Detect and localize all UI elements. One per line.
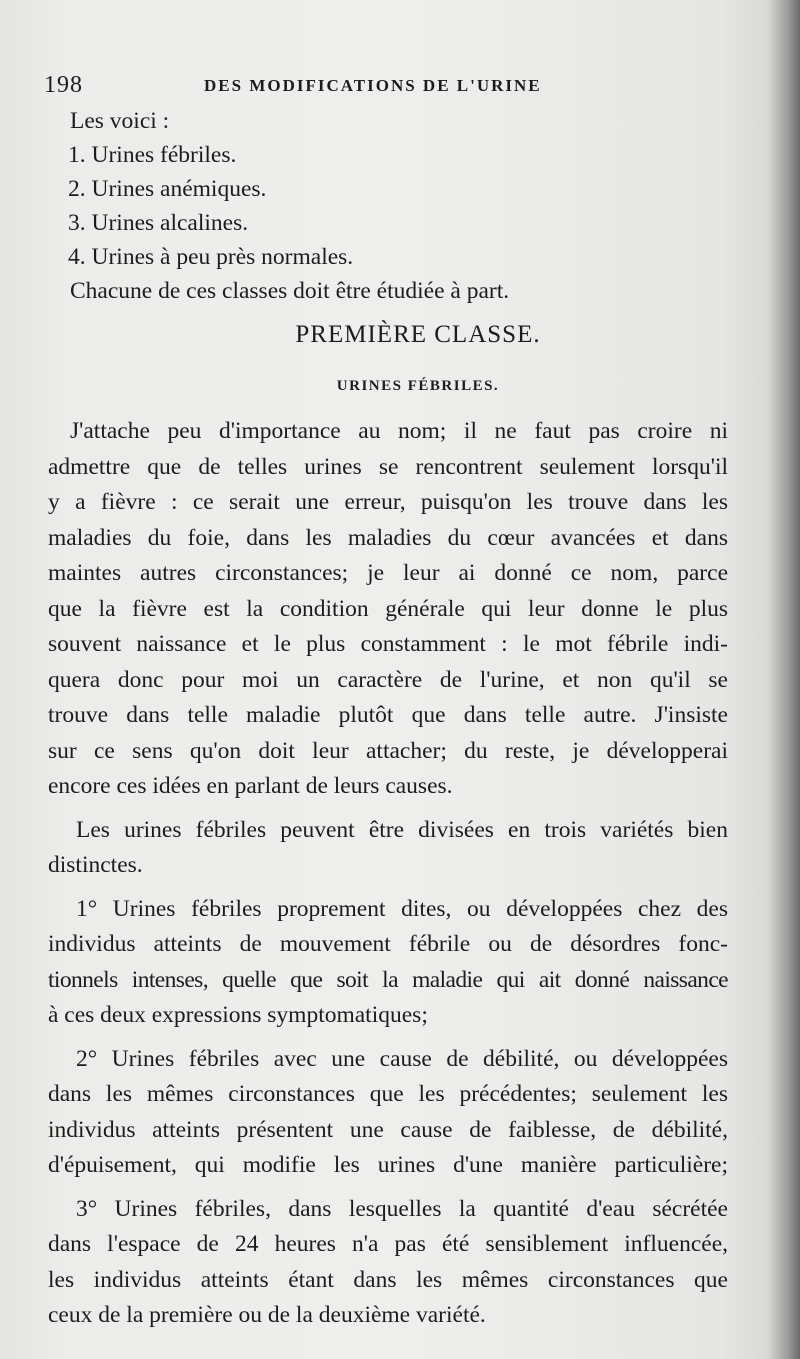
paragraph-line: distinctes. (48, 852, 143, 878)
intro-line: Les voici : (70, 108, 170, 134)
paragraph-line: 1° Urines fébriles proprement dites, ou développées chez des (76, 895, 728, 922)
page-number: 198 (44, 72, 83, 98)
paragraph-line: y a fièvre : ce serait une erreur, puisqu'on les trouve dans les (48, 489, 728, 515)
body-text (48, 104, 728, 1342)
paragraph-line: dans les mêmes circonstances que les précédentes; seulement les (48, 1081, 728, 1107)
paragraph-line: quera donc pour moi un caractère de l'urine, et non qu'il se (48, 666, 728, 693)
paragraph-line: encore ces idées en parlant de leurs causes. (48, 773, 453, 799)
paragraph-line: maladies du foie, dans les maladies du cœur avancées et dans (48, 524, 728, 551)
paragraph-line: d'épuisement, qui modifie les urines d'une manière particulière; (48, 1152, 728, 1178)
paragraph-line: souvent naissance et le plus constamment : le mot fébrile indi- (48, 631, 728, 657)
paragraph-line: admettre que de telles urines se rencontrent seulement lorsqu'il (48, 453, 728, 480)
paragraph-line: tionnels intenses, quelle que soit la maladie qui ait donné naissance (48, 966, 728, 993)
paragraph-line: ceux de la première ou de la deuxième variété. (48, 1302, 486, 1328)
paragraph-line: sur ce sens qu'on doit leur attacher; du reste, je développerai (48, 737, 728, 764)
section-subtitle: URINES FÉBRILES. (336, 378, 500, 394)
page-header (44, 70, 734, 104)
list-item: 4. Urines à peu près normales. (68, 244, 354, 270)
paragraph-line: que la fièvre est la condition générale qui leur donne le plus (48, 595, 728, 622)
paragraph-line: à ces deux expressions symptomatiques; (48, 1002, 428, 1028)
class-list (48, 138, 728, 274)
running-title: DES MODIFICATIONS DE L'URINE (204, 76, 542, 95)
list-item: 2. Urines anémiques. (68, 176, 267, 202)
section-title: PREMIÈRE CLASSE. (295, 321, 541, 348)
paragraph (48, 892, 728, 1034)
paragraph-line: 3° Urines fébriles, dans lesquelles la quantité d'eau sécrétée (76, 1195, 728, 1222)
paragraph (48, 414, 728, 805)
paragraph-line: J'attache peu d'importance au nom; il ne faut pas croire ni (70, 418, 728, 444)
paragraph (48, 813, 728, 884)
page-edge-shadow (768, 0, 800, 1359)
list-item: 3. Urines alcalines. (68, 210, 249, 236)
closing-line: Chacune de ces classes doit être étudiée à part. (70, 278, 510, 304)
paragraph-line: 2° Urines fébriles avec une cause de débilité, ou développées (76, 1045, 728, 1072)
paragraph (48, 1192, 728, 1334)
paragraph (48, 1042, 728, 1184)
paragraph-line: Les urines fébriles peuvent être divisées en trois variétés bien (76, 816, 728, 843)
paragraph-line: trouve dans telle maladie plutôt que dans telle autre. J'insiste (48, 702, 728, 728)
paragraph-line: individus atteints de mouvement fébrile ou de désordres fonc- (48, 931, 728, 957)
list-item: 1. Urines fébriles. (68, 142, 237, 168)
paragraph-line: individus atteints présentent une cause de faiblesse, de débilité, (48, 1116, 728, 1143)
paragraph-line: dans l'espace de 24 heures n'a pas été sensiblement influencée, (48, 1231, 728, 1257)
paragraph-line: maintes autres circonstances; je leur ai donné ce nom, parce (48, 560, 728, 586)
paragraph-line: les individus atteints étant dans les mêmes circonstances que (48, 1266, 728, 1293)
